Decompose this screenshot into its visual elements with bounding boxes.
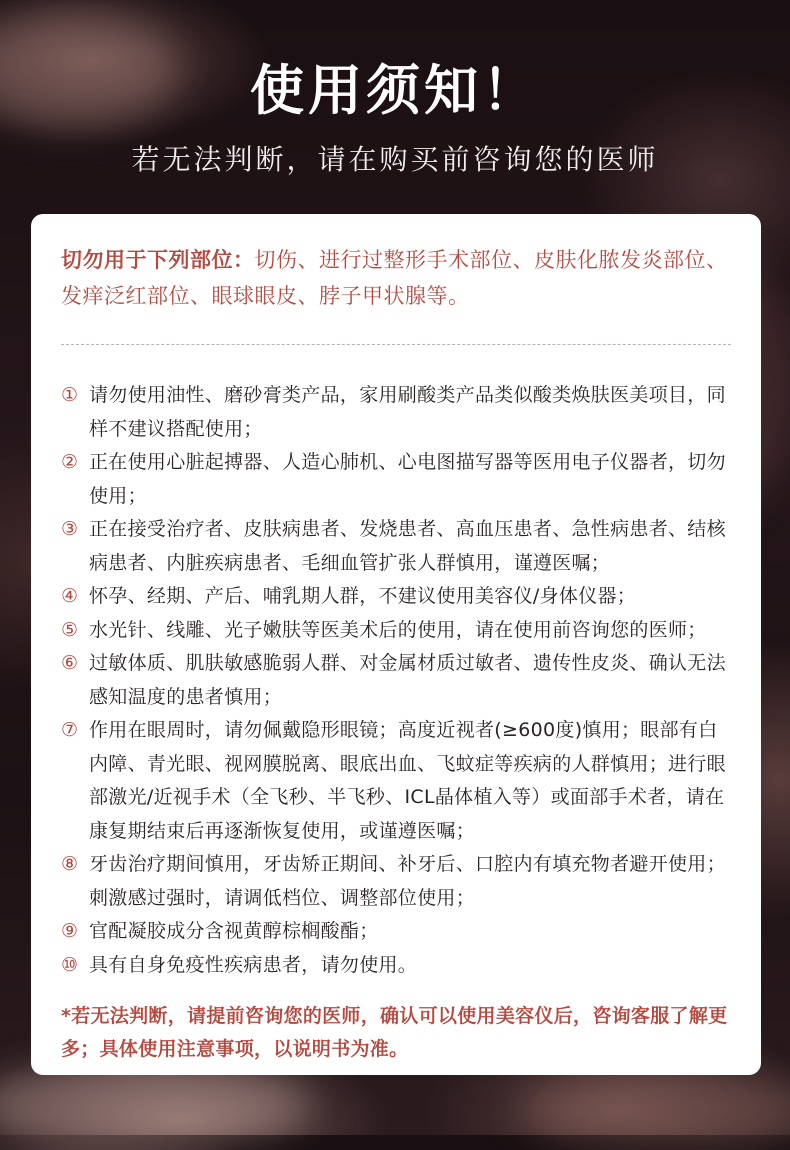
list-item — [61, 379, 731, 446]
item-text: 牙齿治疗期间慎用，牙齿矫正期间、补牙后、口腔内有填充物者避开使用；刺激感过强时，请调低档位、调整部位使用； — [89, 853, 726, 909]
item-number: ⑨ — [61, 920, 79, 942]
item-number: ② — [61, 451, 79, 473]
list-item — [61, 949, 731, 983]
item-number: ⑩ — [61, 953, 79, 976]
item-text: 怀孕、经期、产后、哺乳期人群，不建议使用美容仪/身体仪器； — [89, 585, 637, 607]
precaution-list — [61, 379, 731, 982]
list-item — [61, 513, 731, 580]
item-text: 作用在眼周时，请勿佩戴隐形眼镜；高度近视者(≥600度)慎用；眼部有白内障、青光眼、视网膜脱离、眼底出血、飞蚊症等疾病的人群慎用；进行眼部激光/近视手术（全飞秒、半飞秒、ICL晶体植入等）或面部手术者，请在康复期结束后再逐渐恢复使用，或谨遵医嘱； — [89, 719, 726, 842]
item-text: 正在使用心脏起搏器、人造心肺机、心电图描写器等医用电子仪器者，切勿使用； — [89, 451, 726, 507]
dashed-divider — [61, 344, 731, 345]
page-subtitle: 若无法判断，请在购买前咨询您的医师 — [131, 143, 659, 176]
notice-card — [31, 214, 761, 1075]
warning-label: 切勿用于下列部位： — [61, 248, 255, 272]
item-number: ⑤ — [61, 618, 79, 641]
item-number: ③ — [61, 518, 79, 540]
page-title: 使用须知！ — [250, 59, 540, 122]
list-item — [61, 848, 731, 915]
item-text: 过敏体质、肌肤敏感脆弱人群、对金属材质过敏者、遗传性皮炎、确认无法感知温度的患者慎用； — [89, 652, 726, 708]
item-text: 水光针、线雕、光子嫩肤等医美术后的使用，请在使用前咨询您的医师； — [89, 618, 707, 641]
list-item — [61, 614, 731, 648]
item-text: 官配凝胶成分含视黄醇棕榈酸酯； — [89, 920, 379, 942]
list-item — [61, 647, 731, 714]
list-item — [61, 714, 731, 848]
item-text: 具有自身免疫性疾病患者，请勿使用。 — [89, 953, 418, 976]
item-number: ① — [61, 384, 79, 406]
list-item — [61, 915, 731, 949]
list-item — [61, 446, 731, 513]
item-text: 请勿使用油性、磨砂膏类产品，家用刷酸类产品类似酸类焕肤医美项目，同样不建议搭配使用； — [89, 384, 726, 440]
list-item — [61, 580, 731, 614]
item-number: ⑧ — [61, 853, 79, 875]
item-text: 正在接受治疗者、皮肤病患者、发烧患者、高血压患者、急性病患者、结核病患者、内脏疾病患者、毛细血管扩张人群慎用，谨遵医嘱； — [89, 518, 726, 574]
item-number: ⑦ — [61, 719, 79, 741]
item-number: ⑥ — [61, 652, 79, 674]
background-bokeh — [520, 1070, 790, 1150]
warning-paragraph — [61, 242, 731, 314]
footer-note: *若无法判断，请提前咨询您的医师，确认可以使用美容仪后，咨询客服了解更多；具体使用注意事项，以说明书为准。 — [61, 1005, 728, 1060]
warning-text: 切伤、进行过整形手术部位、皮肤化脓发炎部位、发痒泛红部位、眼球眼皮、脖子甲状腺等。 — [61, 248, 728, 308]
item-number: ④ — [61, 585, 79, 607]
